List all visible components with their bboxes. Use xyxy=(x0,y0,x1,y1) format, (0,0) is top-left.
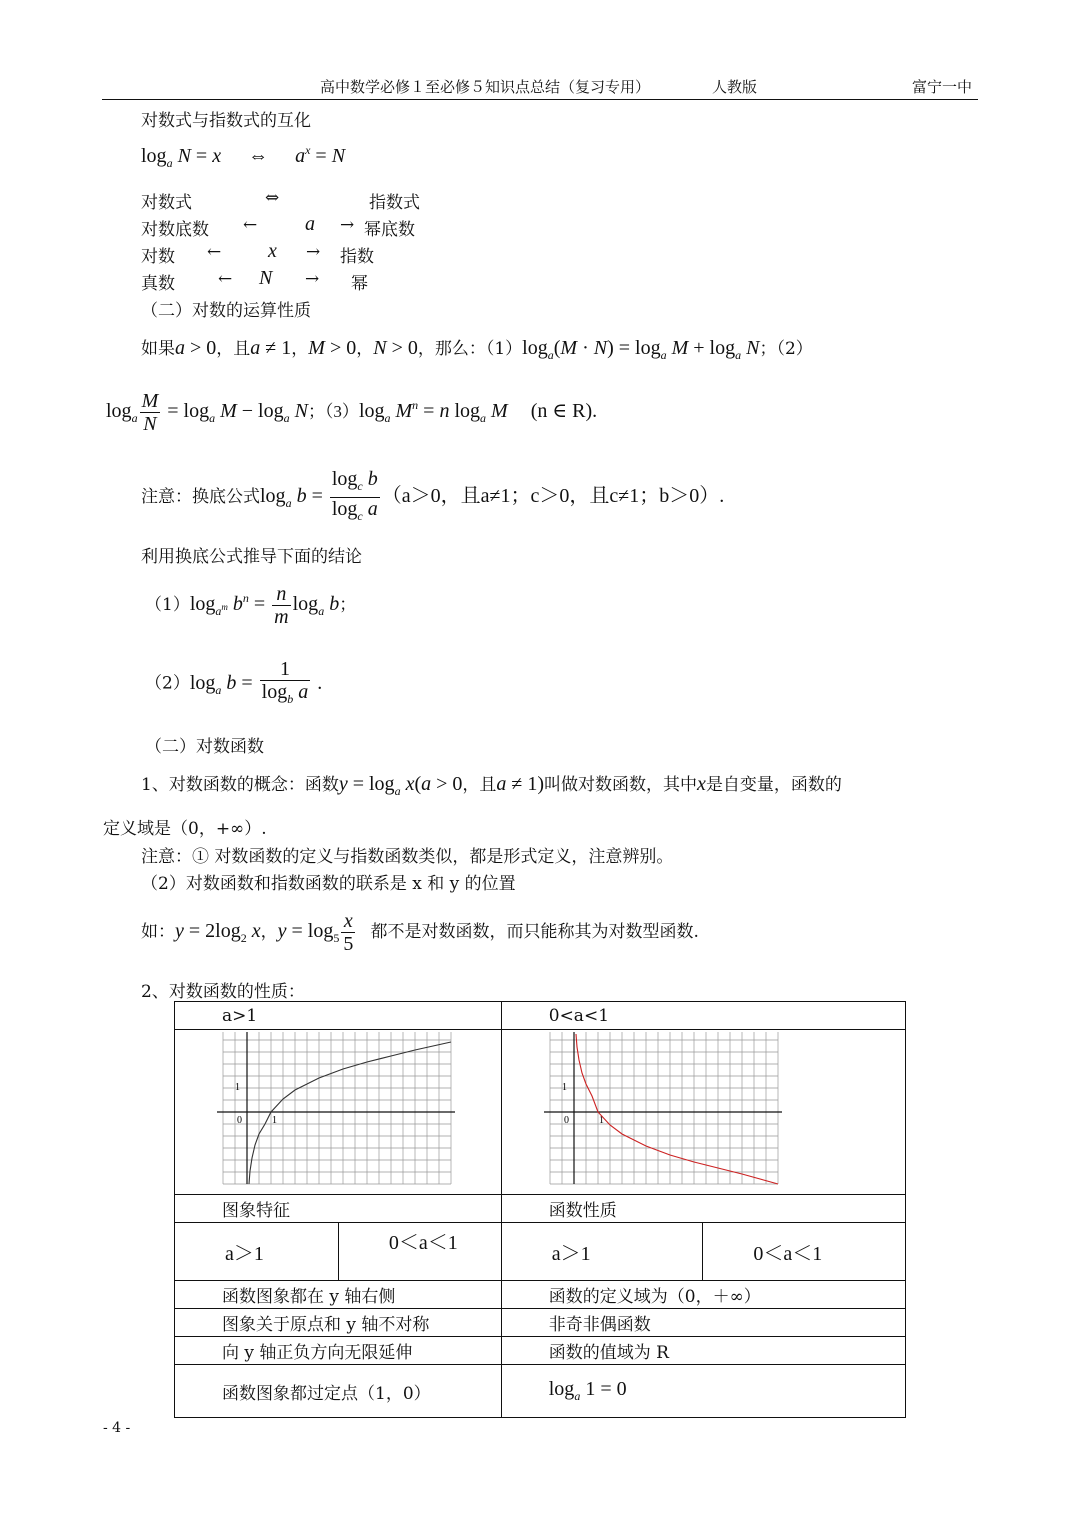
label-origin: 0 xyxy=(563,1115,569,1126)
change-of-base-note: 注意：换底公式$\log_a b$ = $\frac{\log_c b}{\log_c a}$ （a＞0，且a≠1；c＞0，且c≠1；b＞0）. xyxy=(141,468,725,523)
conv-row4-right: 幂 xyxy=(351,274,368,294)
example-line: 如：$y = 2\log_2$ x，$y = \log_5$ $\frac{x}{5}$ 都不是对数函数，而只能称其为对数型函数. xyxy=(141,910,699,955)
label-one-y: 1 xyxy=(235,1082,240,1093)
formula-log-exp-equivalence: $\log_a N = x$ ⇔ $a^x = N$ xyxy=(141,143,346,170)
property-row: 函数的值域为 R xyxy=(501,1337,905,1365)
conv-row2-right: 幂底数 xyxy=(364,220,415,240)
log-graph-a-gt1 xyxy=(215,1032,465,1192)
label-one-x: 1 xyxy=(272,1115,277,1126)
feature-row: 函数图象都在 y 轴右侧 xyxy=(175,1281,502,1309)
header-school: 富宁一中 xyxy=(912,78,973,96)
head-a-gt1: a>1 xyxy=(175,1002,502,1030)
label-one-x: 1 xyxy=(598,1115,604,1126)
conv-row3-right: 指数 xyxy=(340,247,374,267)
log-graph-a-lt1 xyxy=(542,1032,792,1192)
graph-cell-lt1 xyxy=(501,1030,905,1195)
feature-label: 图象特征 xyxy=(175,1195,502,1223)
header-title: 高中数学必修１至必修５知识点总结（复习专用） xyxy=(320,78,651,96)
arrow-right: → xyxy=(340,215,355,235)
conv-row3-mid: x xyxy=(268,240,277,262)
property-row-formula: $\log_a 1 = 0$ xyxy=(501,1365,905,1418)
conv-row1-equiv: ⇔ xyxy=(265,188,280,208)
arrow-right: → xyxy=(306,242,321,262)
property-row: 非奇非偶函数 xyxy=(501,1309,905,1337)
conv-row4-left: 真数 xyxy=(141,274,175,294)
log-properties-table xyxy=(174,1001,906,1418)
sub-header-a-gt1: a＞1 xyxy=(175,1223,339,1281)
feature-row: 图象关于原点和 y 轴不对称 xyxy=(175,1309,502,1337)
equivalence-symbol: ⇔ xyxy=(248,145,269,167)
property-row: 函数的定义域为（0，＋∞） xyxy=(501,1281,905,1309)
section-heading-func: （二）对数函数 xyxy=(145,737,264,757)
arrow-left: ← xyxy=(243,215,258,235)
arrow-right: → xyxy=(305,269,320,289)
section-heading-ops: （二）对数的运算性质 xyxy=(141,301,311,321)
conv-row3-left: 对数 xyxy=(141,247,175,267)
props-heading: 2、对数函数的性质： xyxy=(141,982,305,1002)
sub-header-a-gt1-right: a＞1 xyxy=(501,1223,703,1281)
graph-cell-gt1 xyxy=(175,1030,502,1195)
log-curve-a-gt1 xyxy=(249,1042,451,1184)
property-label: 函数性质 xyxy=(501,1195,905,1223)
note-2: （2）对数函数和指数函数的联系是 x 和 y 的位置 xyxy=(141,874,516,894)
graph-grid xyxy=(223,1032,451,1184)
note-1: 注意：① 对数函数的定义与指数函数类似，都是形式定义，注意辨别。 xyxy=(141,847,674,867)
header-edition: 人教版 xyxy=(712,78,758,96)
sub-header-a-lt1-right: 0＜a＜1 xyxy=(703,1223,906,1281)
head-a-lt1: 0<a<1 xyxy=(501,1002,905,1030)
feature-row: 向 y 轴正负方向无限延伸 xyxy=(175,1337,502,1365)
feature-row: 函数图象都过定点（1，0） xyxy=(175,1365,502,1418)
derived-formula-1: $(1)\log_{a^m}$ $b^n$ = $\frac{n}{m}$ $\log_a b$； xyxy=(145,583,357,628)
conv-row4-mid: N xyxy=(259,267,273,289)
section-heading-conversion: 对数式与指数式的互化 xyxy=(141,111,311,131)
sub-header-a-lt1: 0＜a＜1 xyxy=(338,1223,501,1281)
conv-row1-left: 对数式 xyxy=(141,193,192,213)
derive-heading: 利用换底公式推导下面的结论 xyxy=(141,547,362,567)
func-concept: 1、对数函数的概念：函数$y = \log_a x(a > 0$，且a ≠ 1)叫做对数函数，其中x是自变量，函数的 xyxy=(141,773,842,798)
label-origin: 0 xyxy=(237,1115,242,1126)
conv-row2-left: 对数底数 xyxy=(141,220,209,240)
header-rule xyxy=(102,99,978,100)
graph-grid xyxy=(550,1032,778,1184)
arrow-left: ← xyxy=(207,242,222,262)
ops-line1: 如果a > 0，且a ≠ 1，M > 0，N > 0，那么：$(1)\log_a(M \cdot N) = \log_a M + \log_a N$；（2） xyxy=(141,337,813,362)
log-curve-a-lt1 xyxy=(576,1034,778,1184)
ops-line2: $\log_a$ $\frac{M}{N}$ = $\log_a M - \log_a N$；$(3)\log_a$ $M^n = n$ $\log_a M$ (n ∈ R). xyxy=(106,390,598,435)
arrow-left: ← xyxy=(218,269,233,289)
conv-row1-right: 指数式 xyxy=(369,193,420,213)
domain-line: 定义域是（0，+∞）. xyxy=(103,819,267,839)
conv-row2-mid: a xyxy=(305,213,315,235)
label-one-y: 1 xyxy=(561,1082,567,1093)
page-number: - 4 - xyxy=(103,1420,131,1436)
derived-formula-2: $(2)\log_a$ b = $\frac{1}{\log_b a}$ . xyxy=(145,658,323,706)
